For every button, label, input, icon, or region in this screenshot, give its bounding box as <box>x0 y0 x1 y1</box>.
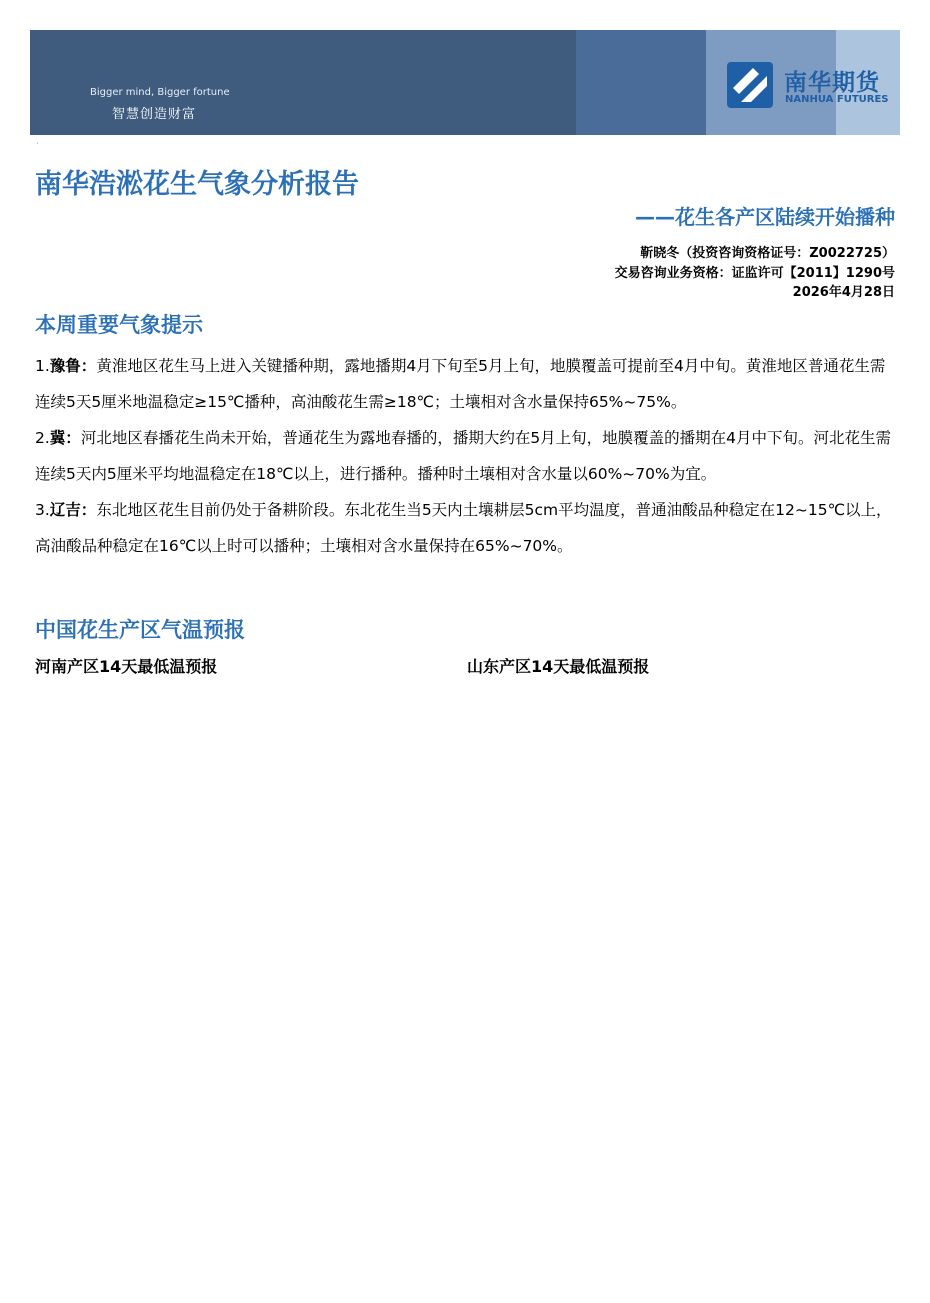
report-title: 南华浩淞花生气象分析报告 <box>35 169 359 200</box>
tip-number: 1. <box>35 357 50 375</box>
tip-item <box>35 348 895 420</box>
tagline-chinese: 智慧创造财富 <box>112 107 197 122</box>
report-subtitle: ——花生各产区陆续开始播种 <box>635 205 895 229</box>
shandong-chart-title: 山东产区14天最低温预报 <box>467 657 650 676</box>
tip-text: 东北地区花生目前仍处于备耕阶段。东北花生当5天内土壤耕层5cm平均温度，普通油酸品种稳定在12~15℃以上，高油酸品种稳定在16℃以上时可以播种；土壤相对含水量保持在65%~70%。 <box>35 501 892 555</box>
logo-text-english: NANHUA FUTURES <box>785 94 889 105</box>
tip-number: 3. <box>35 501 50 519</box>
tip-item <box>35 492 895 564</box>
section-heading-tips: 本周重要气象提示 <box>35 313 203 337</box>
license-line: 交易咨询业务资格：证监许可【2011】1290号 <box>614 266 895 281</box>
tip-region: 辽吉： <box>49 501 97 519</box>
author-line: 靳晓冬（投资咨询资格证号：Z0022725） <box>640 246 895 261</box>
tips-list <box>35 348 895 564</box>
decorative-dot: · <box>36 139 39 148</box>
section-heading-forecast: 中国花生产区气温预报 <box>35 618 245 642</box>
tip-text: 河北地区春播花生尚未开始，普通花生为露地春播的，播期大约在5月上旬，地膜覆盖的播期在4月中下旬。河北花生需连续5天内5厘米平均地温稳定在18℃以上，进行播种。播种时土壤相对含水量以60%~70%为宜。 <box>35 429 892 483</box>
nanhua-logo-icon <box>727 62 773 108</box>
tip-region: 冀： <box>49 429 81 447</box>
report-date: 2026年4月28日 <box>792 285 895 300</box>
header-banner <box>30 30 900 135</box>
tip-text: 黄淮地区花生马上进入关键播种期，露地播期4月下旬至5月上旬，地膜覆盖可提前至4月中旬。黄淮地区普通花生需连续5天5厘米地温稳定≥15℃播种，高油酸花生需≥18℃；土壤相对含水量保持65%~75%。 <box>35 357 886 411</box>
tip-region: 豫鲁： <box>49 357 97 375</box>
tip-number: 2. <box>35 429 50 447</box>
banner-segment <box>576 30 706 135</box>
henan-chart-title: 河南产区14天最低温预报 <box>35 657 218 676</box>
tip-item <box>35 420 895 492</box>
tagline-english: Bigger mind, Bigger fortune <box>90 87 230 98</box>
logo-text-chinese: 南华期货 <box>784 70 880 96</box>
